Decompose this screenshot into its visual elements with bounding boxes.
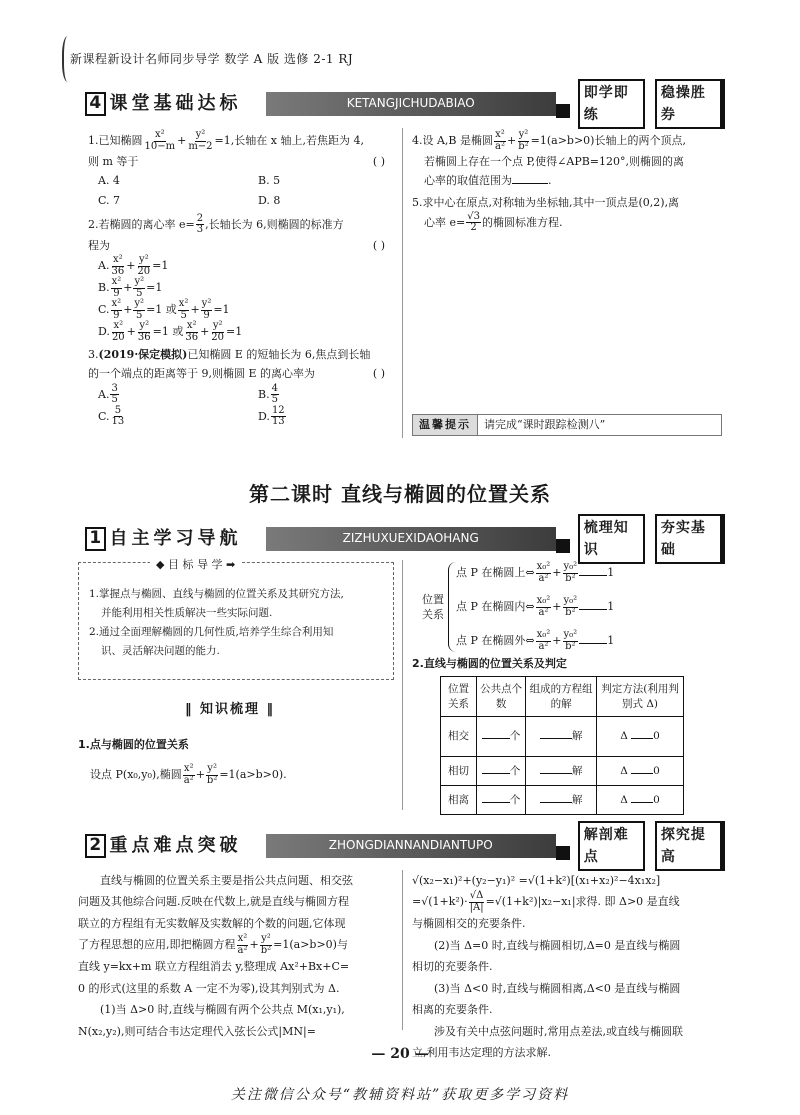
table-cell: Δ 0 — [597, 757, 684, 786]
answer-blank[interactable] — [631, 773, 653, 774]
banner-title: 自主学习导航 — [109, 527, 242, 549]
exercise-right-column — [412, 130, 727, 236]
answer-blank[interactable] — [579, 643, 607, 644]
fraction: $\frac{\text{y²}}{5}$ — [134, 298, 145, 321]
column-divider — [402, 128, 403, 438]
option: B. $\frac{4}{5}$ — [258, 382, 278, 405]
relation-line: 点 P 在椭圆外⇔ $\frac{\text{x₀²}}{\text{a²}}$ + $\frac{\text{y₀²}}{\text{b²}}$ 1 — [456, 629, 615, 652]
fraction: $\frac{2}{3}$ — [196, 212, 204, 236]
fraction: $\frac{3}{5}$ — [111, 382, 118, 405]
option: A. $\frac{3}{5}$ — [98, 382, 118, 405]
question-2-options — [88, 255, 393, 343]
learning-goals-heading: ◆ 目 标 导 学 ➡ — [150, 556, 241, 574]
fraction: $\frac{\text{y²}}{5}$ — [134, 276, 145, 299]
fraction: $\frac{\text{y²}}{36}$ — [137, 320, 151, 343]
question-1-options — [88, 171, 393, 210]
banner-title: 重点难点突破 — [109, 834, 242, 856]
question-3: 3.(2019·保定模拟)已知椭圆 E 的短轴长为 6,焦点到长轴 的一个端点的距离等于 9,则椭圆 E 的离心率为 ( ) A. $\frac{3}{5}$ B. $\frac{4}{5}$ C. $\frac{5}{13}$ D. $\frac{12}{13}$ — [88, 345, 393, 428]
table-cell: 个 — [477, 786, 526, 815]
warm-tip-text: 请完成“课时跟踪检测八” — [484, 418, 606, 432]
exercise-left-column — [88, 130, 393, 430]
fraction: $\frac{\text{y²}}{9}$ — [201, 298, 212, 321]
table-header-cell: 判定方法(利用判别式 Δ) — [597, 677, 684, 717]
fraction: $\frac{\text{y²}}{\text{b²}}$ — [518, 129, 529, 152]
banner-title: 课堂基础达标 — [109, 92, 242, 114]
fraction: $\frac{√3}{2}$ — [467, 210, 480, 234]
fraction: $\frac{12}{13}$ — [271, 404, 285, 427]
table-cell: 解 — [526, 757, 597, 786]
banner-pinyin: ZIZHUXUEXIDAOHANG — [266, 527, 556, 551]
option: C. $\frac{5}{13}$ — [98, 404, 125, 427]
fraction: $\frac{\text{x₀²}}{\text{a²}}$ — [536, 629, 551, 652]
fraction: $\frac{\text{x²}}{36}$ — [111, 254, 125, 277]
learning-goals-box: 1.掌握点与椭圆、直线与椭圆的位置关系及其研究方法, 并能利用相关性质解决一些实际问题. 2.通过全面理解椭圆的几何性质,培养学生综合利用知 识、灵活解决问题的能力. — [78, 562, 394, 680]
option: D. $\frac{12}{13}$ — [258, 404, 285, 427]
question-3-options — [88, 384, 393, 428]
fraction: $\frac{4}{5}$ — [271, 382, 278, 405]
option: D. $\frac{\text{x²}}{20}$ + $\frac{\text{y²}}{36}$ =1 或 $\frac{\text{x²}}{36}$ + $\frac{\text{y²}}{20}$ =1 — [98, 320, 243, 343]
answer-blank[interactable] — [540, 738, 572, 739]
table-row — [441, 717, 684, 757]
fraction: $\frac{\text{x²}}{5}$ — [178, 298, 189, 321]
table-header-cell: 公共点个数 — [477, 677, 526, 717]
analysis-left-column: 直线与椭圆的位置关系主要是指公共点问题、相交弦 问题及其他综合问题.反映在代数上,就是直线与椭圆方程 联立的方程组有无实数解及实数解的个数的问题,它体现 了方程思想的应用,即把椭圆方程 $\frac{\text{x²}}{\text{a²}}$ + $\frac{\text{y²}}{\text{b²}}$ =1(a>b>0)与 直线 y=kx+m 联立方程组消去 y,整理成 Ax²+Bx+C= 0 的形式(这里的系数 A 一定不为零),设其判别式为 Δ. (1)当 Δ>0 时,直线与椭圆有两个公共点 M(x₁,y₁), N(x₂,y₂),则可结合韦达定理代入弦长公式|MN|= — [78, 870, 396, 1042]
fraction: $\frac{\text{x₀²}}{\text{a²}}$ — [536, 595, 551, 618]
fraction: $\frac{\text{y²}}{m-2}$ — [188, 129, 213, 152]
fraction: $\frac{5}{13}$ — [111, 404, 125, 427]
relation-line: 点 P 在椭圆内⇔ $\frac{\text{x₀²}}{\text{a²}}$ + $\frac{\text{y₀²}}{\text{b²}}$ 1 — [456, 595, 615, 618]
table-cell: 个 — [477, 717, 526, 757]
question-2: 2.若椭圆的离心率 e= $\frac{2}{3}$ ,长轴长为 6,则椭圆的标准方 程为 ( ) A. $\frac{\text{x²}}{36}$ + $\frac{\text{y²}}{20}$ =1 B. $\frac{\text{x²}}{9}$ + $\frac{\text{y²}}{5}$ =1 C. $\frac{\text{x²}}{9}$ + $\frac{\text{y²}}{5}$ =1 或 $\frac{\text{x²}}{5}$ + $\frac{\text{y²}}{9}$ =1 D. $\frac{\text{x²}}{20}$ + $\frac{\text{y²}}{36}$ =1 或 $\frac{\text{x²}}{36}$ + $\frac{\text{y²}}{20}$ =1 — [88, 214, 393, 343]
fraction: $\frac{\text{y²}}{20}$ — [137, 254, 151, 277]
fraction: $\frac{\text{x²}}{20}$ — [111, 320, 125, 343]
warm-tip-box — [412, 414, 722, 436]
answer-blank[interactable] — [579, 609, 607, 610]
table-row — [441, 757, 684, 786]
point-ellipse-section: 1.点与椭圆的位置关系 设点 P(x₀,y₀),椭圆 $\frac{\text{x²}}{\text{a²}}$ + $\frac{\text{y²}}{\text{b²}}$ =1(a>b>0). — [78, 735, 394, 786]
position-relation-table — [440, 676, 684, 815]
option: D. 8 — [258, 193, 281, 207]
banner-number: 4 — [85, 92, 106, 116]
relation-label: 位置关系 — [422, 593, 444, 622]
fraction: $\frac{\text{x²}}{36}$ — [185, 320, 199, 343]
answer-blank[interactable] — [482, 773, 510, 774]
chord-length-line: =√(1+k²)· $\frac{√\Delta}{|A|}$ =√(1+k²)|x₂−x₁|求得. 即 Δ>0 是直线 — [412, 890, 680, 913]
section-banner-4 — [85, 84, 725, 123]
fraction: $\frac{\text{y²}}{\text{b²}}$ — [260, 933, 272, 956]
question-1: 1.已知椭圆 $\frac{\text{x²}}{10-m}$ + $\frac{\text{y²}}{m-2}$ =1,长轴在 x 轴上,若焦距为 4, 则 m 等于 ( ) A. 4 B. 5 C. 7 D. 8 — [88, 130, 393, 210]
table-header-cell: 组成的方程组的解 — [526, 677, 597, 717]
question-5: 5.求中心在原点,对称轴为坐标轴,其中一顶点是(0,2),离 心率 e= $\frac{√3}{2}$ 的椭圆标准方程. — [412, 195, 680, 234]
option: C. $\frac{\text{x²}}{9}$ + $\frac{\text{y²}}{5}$ =1 或 $\frac{\text{x²}}{5}$ + $\frac{\text{y²}}{9}$ =1 — [98, 298, 230, 321]
fraction: $\frac{√\Delta}{|A|}$ — [469, 890, 484, 913]
footer-note: 关注微信公众号“教辅资料站”获取更多学习资料 — [230, 1087, 570, 1103]
fraction: $\frac{\text{x²}}{9}$ — [111, 298, 122, 321]
banner-tag-1: 即学即练 — [578, 79, 645, 130]
banner-tag-2: 夯实基础 — [655, 514, 725, 565]
banner-tag-2: 探究提高 — [655, 821, 725, 872]
answer-blank[interactable] — [631, 738, 653, 739]
answer-blank[interactable] — [540, 773, 572, 774]
answer-blank[interactable] — [631, 802, 653, 803]
banner-pinyin: KETANGJICHUDABIAO — [266, 92, 556, 116]
running-header: 新课程新设计名师同步导学 数学 A 版 选修 2-1 RJ — [70, 52, 354, 66]
option: A. $\frac{\text{x²}}{36}$ + $\frac{\text{y²}}{20}$ =1 — [98, 254, 169, 277]
warm-tip-label: 温馨提示 — [413, 415, 478, 435]
ellipse-equation-line: 了方程思想的应用,即把椭圆方程 $\frac{\text{x²}}{\text{a²}}$ + $\frac{\text{y²}}{\text{b²}}$ =1(a>b>0)与 — [78, 933, 348, 956]
lesson-title: 第二课时 直线与椭圆的位置关系 — [249, 482, 551, 506]
answer-blank[interactable] — [482, 802, 510, 803]
ellipse-assumption: 设点 P(x₀,y₀),椭圆 $\frac{\text{x²}}{\text{a²}}$ + $\frac{\text{y²}}{\text{b²}}$ =1(a>b>0). — [90, 763, 287, 786]
column-divider — [402, 560, 403, 810]
section-banner-2 — [85, 826, 725, 865]
table-cell: 个 — [477, 757, 526, 786]
option: C. 7 — [98, 193, 121, 207]
fraction: $\frac{\text{x²}}{\text{a²}}$ — [183, 763, 194, 786]
fraction: $\frac{\text{y₀²}}{\text{b²}}$ — [563, 629, 578, 652]
banner-tag-1: 梳理知识 — [578, 514, 645, 565]
line-ellipse-heading: 2.直线与椭圆的位置关系及判定 — [412, 657, 567, 670]
question-4: 4.设 A,B 是椭圆 $\frac{\text{x²}}{\text{a²}}$ + $\frac{\text{y²}}{\text{b²}}$ =1(a>b>0)长轴上的两个顶点, 若椭圆上存在一个点 P,使得∠APB=120°,则椭圆的离 心率的取值范围为 . — [412, 129, 686, 188]
option: B. 5 — [258, 174, 281, 188]
fraction: $\frac{\text{y²}}{\text{b²}}$ — [206, 763, 218, 786]
table-cell: 相交 — [441, 717, 477, 757]
table-cell: Δ 0 — [597, 717, 684, 757]
table-cell: Δ 0 — [597, 786, 684, 815]
analysis-right-column: √(x₂−x₁)²+(y₂−y₁)² =√(1+k²)[(x₁+x₂)²−4x₁x₂] =√(1+k²)· $\frac{√\Delta}{|A|}$ =√(1+k²)|x₂−x₁|求得. 即 Δ>0 是直线 与椭圆相交的充要条件. (2)当 Δ=0 时,直线与椭圆相切,Δ=0 是直线与椭圆 相切的充要条件. (3)当 Δ<0 时,直线与椭圆相离,Δ<0 是直线与椭圆 相离的充要条件. 涉及有关中点弦问题时,常用点差法,或直线与椭圆联 立,利用韦达定理的方法求解. — [412, 870, 728, 1064]
fraction: $\frac{\text{x²}}{10-m}$ — [144, 129, 176, 152]
option: A. 4 — [98, 174, 120, 188]
table-row — [441, 786, 684, 815]
brace — [448, 562, 456, 652]
banner-number: 2 — [85, 834, 106, 858]
banner-pinyin: ZHONGDIANNANDIANTUPO — [266, 834, 556, 858]
fraction: $\frac{\text{x₀²}}{\text{a²}}$ — [536, 561, 551, 584]
fraction: $\frac{\text{y₀²}}{\text{b²}}$ — [563, 595, 578, 618]
banner-tag-2: 稳操胜券 — [655, 79, 725, 130]
table-cell: 解 — [526, 786, 597, 815]
banner-tag-1: 解剖难点 — [578, 821, 645, 872]
answer-blank[interactable] — [579, 575, 607, 576]
fraction: $\frac{\text{x²}}{\text{a²}}$ — [495, 129, 505, 152]
answer-blank[interactable] — [512, 183, 548, 184]
knowledge-heading: ‖ 知识梳理 ‖ — [185, 702, 276, 717]
answer-blank[interactable] — [482, 738, 510, 739]
table-cell: 相离 — [441, 786, 477, 815]
table-header-row — [441, 677, 684, 717]
fraction: $\frac{\text{y₀²}}{\text{b²}}$ — [563, 561, 578, 584]
fraction: $\frac{\text{x²}}{\text{a²}}$ — [237, 933, 248, 956]
table-cell: 解 — [526, 717, 597, 757]
banner-number: 1 — [85, 527, 106, 551]
fraction: $\frac{\text{x²}}{9}$ — [111, 276, 122, 299]
answer-blank[interactable] — [540, 802, 572, 803]
fraction: $\frac{\text{y²}}{20}$ — [211, 320, 225, 343]
column-divider — [402, 870, 403, 1030]
section-banner-1 — [85, 519, 725, 558]
page-number: — 20 — — [371, 1046, 429, 1062]
relation-line: 点 P 在椭圆上⇔ $\frac{\text{x₀²}}{\text{a²}}$ + $\frac{\text{y₀²}}{\text{b²}}$ 1 — [456, 561, 615, 584]
table-header-cell: 位置关系 — [441, 677, 477, 717]
option: B. $\frac{\text{x²}}{9}$ + $\frac{\text{y²}}{5}$ =1 — [98, 276, 163, 299]
table-cell: 相切 — [441, 757, 477, 786]
